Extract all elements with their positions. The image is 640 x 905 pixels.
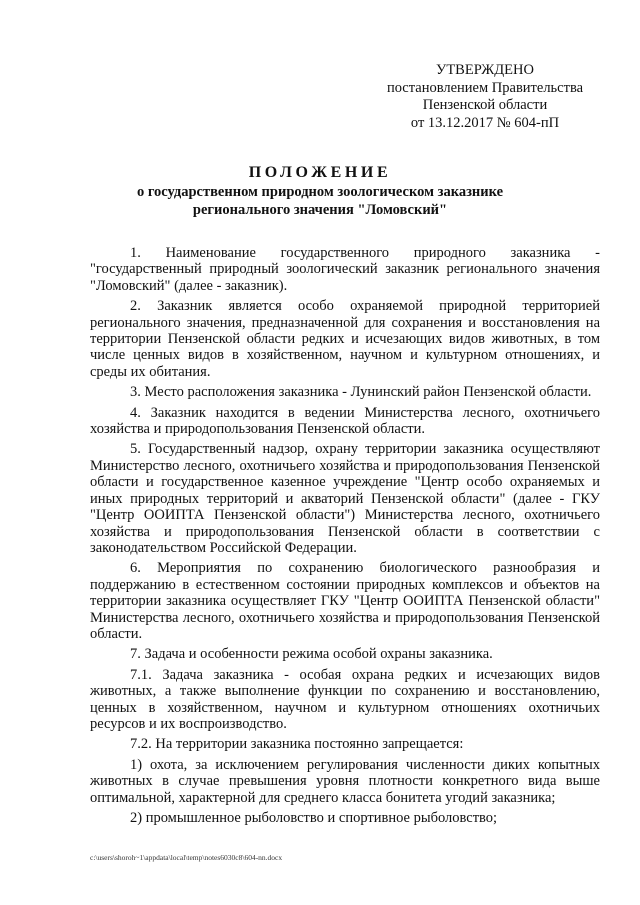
approval-stamp — [370, 62, 600, 132]
title-main: ПОЛОЖЕНИЕ — [248, 164, 392, 181]
paragraph-6: 6. Мероприятия по сохранению биологического разнообразия и поддержанию в естественном состоянии природных комплексов и объектов на территории заказника осуществляет ГКУ "Центр ООИПТА Пензенской области" Министерства лесного, охотничьего хозяйства и природопользования Пензенской области. — [90, 560, 600, 642]
paragraph-7-1: 7.1. Задача заказника - особая охрана редких и исчезающих видов животных, а также выполнение функции по сохранению и восстановлению, ценных в хозяйственном, научном и культурном отношениях охотничьих ресурсов и их воспроизводство. — [90, 666, 600, 732]
list-item-1: 1) охота, за исключением регулирования численности диких копытных животных в случае превышения уровня плотности конкретного вида выше оптимальной, характерной для среднего класса бонитета угодий заказника; — [90, 756, 600, 806]
approval-line: постановлением Правительства — [386, 79, 584, 96]
approval-line: Пензенской области — [422, 97, 548, 113]
document-body — [90, 245, 600, 826]
paragraph-5: 5. Государственный надзор, охрану территории заказника осуществляют Министерство лесного, охотничьего хозяйства и природопользования Пензенской области и государственное казенное учреждение "Центр особо охраняемых и иных природных территорий и акваторий Пензенской области" (далее - ГКУ "Центр ООИПТА Пензенской области") Министерства лесного, охотничьего хозяйства и природопользования Пензенской области в соответствии с законодательством Российской Федерации. — [90, 441, 600, 556]
title-subtitle-line: регионального значения "Ломовский" — [192, 202, 448, 218]
paragraph-7: 7. Задача и особенности режима особой охраны заказника. — [130, 646, 493, 663]
title-subtitle-line: о государственном природном зоологическом заказнике — [136, 184, 504, 200]
footer-file-path: c:\users\shoroh~1\appdata\local\temp\notes6030c8\604-nn.docx — [90, 853, 283, 862]
paragraph-4: 4. Заказник находится в ведении Министерства лесного, охотничьего хозяйства и природопользования Пензенской области. — [90, 404, 600, 438]
paragraph-2: 2. Заказник является особо охраняемой природной территорией регионального значения, предназначенной для сохранения и восстановления на территории Пензенской области редких и исчезающих видов животных, в том числе ценных видов в хозяйственном, научном и культурном отношениях, и среды их обитания. — [90, 298, 600, 380]
document-title — [0, 163, 640, 219]
approval-date-number: от 13.12.2017 № 604-пП — [410, 114, 560, 131]
paragraph-7-2: 7.2. На территории заказника постоянно запрещается: — [130, 736, 464, 753]
list-item-2: 2) промышленное рыболовство и спортивное рыболовство; — [130, 810, 498, 826]
paragraph-3: 3. Место расположения заказника - Лунинский район Пензенской области. — [130, 384, 592, 401]
approval-heading: УТВЕРЖДЕНО — [436, 62, 534, 78]
paragraph-1: 1. Наименование государственного природного заказника - "государственный природный зоологический заказник регионального значения "Ломовский" (далее - заказник). — [90, 245, 600, 294]
